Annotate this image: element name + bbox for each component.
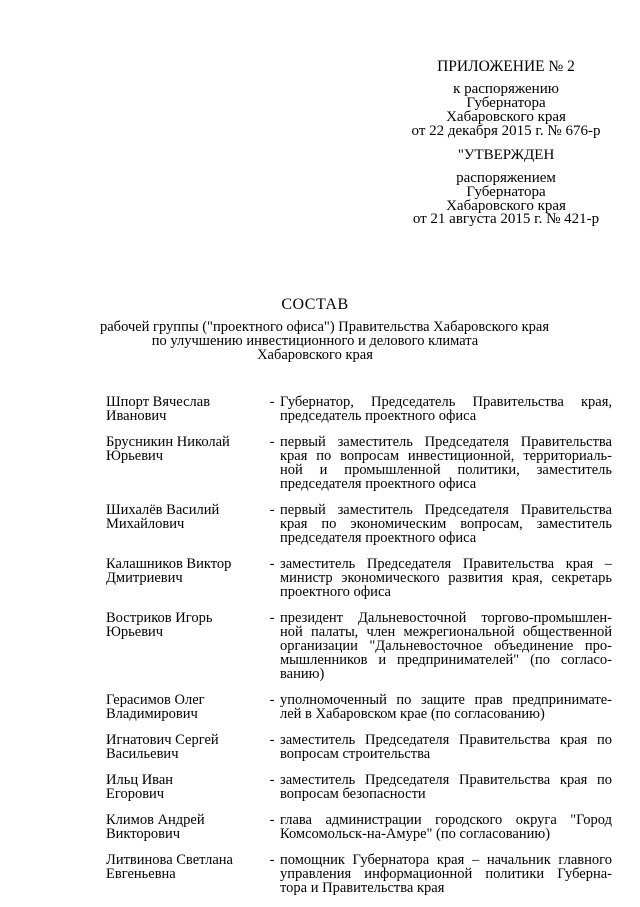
- order-reference-line: Хабаровского края: [446, 109, 566, 125]
- member-name: [106, 395, 264, 423]
- approved-by-line: Хабаровского края: [446, 198, 566, 214]
- approved-label: [400, 148, 612, 162]
- member-position-line: ванию): [280, 666, 325, 682]
- member-position-line: организации "Дальневосточное объединение про-: [280, 638, 612, 654]
- member-name-line: Брусникин Николай: [106, 434, 230, 450]
- appendix-heading: [400, 60, 612, 74]
- member-name-line: Викторович: [106, 826, 181, 842]
- member-position-line: заместитель Председателя Правительства края по: [280, 732, 612, 748]
- member-position-line: заместитель Председателя Правительства края –: [280, 556, 612, 572]
- member-row: [106, 557, 612, 599]
- member-name: [106, 853, 264, 895]
- member-position-line: председатель проектного офиса: [280, 408, 477, 424]
- member-position-line: лей в Хабаровском крае (по согласованию): [280, 706, 545, 722]
- member-name: [106, 693, 264, 721]
- document-title: СОСТАВ: [281, 296, 349, 313]
- member-position: [280, 395, 612, 423]
- member-name-line: Егорович: [106, 786, 165, 802]
- member-position: [280, 853, 612, 895]
- member-row: [106, 853, 612, 895]
- member-name: [106, 733, 264, 761]
- member-position-line: ной и промышленной политики, заместитель: [280, 462, 612, 478]
- member-position: [280, 435, 612, 491]
- member-name-line: Ильц Иван: [106, 772, 174, 788]
- member-name-line: Климов Андрей: [106, 812, 205, 828]
- member-name-line: Михайлович: [106, 516, 185, 532]
- member-row: [106, 611, 612, 681]
- member-position-line: помощник Губернатора края – начальник главного: [280, 852, 612, 868]
- order-reference-line: Губернатора: [466, 95, 546, 111]
- member-position: [280, 773, 612, 801]
- member-position-line: заместитель Председателя Правительства края по: [280, 772, 612, 788]
- member-name-line: Востриков Игорь: [106, 610, 213, 626]
- approved-by-line: Губернатора: [466, 184, 546, 200]
- member-name-line: Калашников Виктор: [106, 556, 232, 572]
- member-name-line: Васильевич: [106, 746, 179, 762]
- member-dash: -: [269, 772, 275, 788]
- member-dash: -: [269, 394, 275, 410]
- member-name: [106, 557, 264, 599]
- member-name-line: Литвинова Светлана: [106, 852, 233, 868]
- subtitle-line: Хабаровского края: [257, 347, 373, 363]
- member-name-line: Юрьевич: [106, 624, 164, 640]
- member-position-line: председателя проектного офиса: [280, 530, 477, 546]
- member-position-line: первый заместитель Председателя Правительства: [280, 502, 612, 518]
- approved-text: "УТВЕРЖДЕН: [457, 147, 555, 163]
- member-position-line: управления информационной политики Губерна-: [280, 866, 612, 882]
- member-position: [280, 813, 612, 841]
- member-dash: -: [269, 852, 275, 868]
- member-name-line: Евгеньевна: [106, 866, 176, 882]
- member-position-line: проектного офиса: [280, 584, 391, 600]
- member-position-line: края по вопросам инвестиционной, территориаль-: [280, 448, 612, 464]
- member-row: [106, 693, 612, 721]
- member-position-line: тора и Правительства края: [280, 880, 445, 896]
- subtitle-line: по улучшению инвестиционного и делового климата: [151, 333, 479, 349]
- member-name-line: Владимирович: [106, 706, 198, 722]
- member-name-line: Шихалёв Василий: [106, 502, 220, 518]
- member-position: [280, 557, 612, 599]
- order-date-text: от 22 декабря 2015 г. № 676-р: [411, 123, 601, 139]
- member-position-line: председателя проектного офиса: [280, 476, 477, 492]
- member-dash: -: [269, 610, 275, 626]
- member-name: [106, 773, 264, 801]
- document-title-block: [100, 296, 550, 363]
- member-position-line: мышленников и предпринимателей" (по согласо-: [280, 652, 612, 668]
- member-name: [106, 503, 264, 545]
- member-position-line: Комсомольск-на-Амуре" (по согласованию): [280, 826, 551, 842]
- member-row: [106, 395, 612, 423]
- approved-by-line: распоряжением: [456, 170, 556, 186]
- member-row: [106, 435, 612, 491]
- order-date: [400, 124, 612, 138]
- member-row: [106, 773, 612, 801]
- member-name: [106, 611, 264, 681]
- member-row: [106, 503, 612, 545]
- member-dash: -: [269, 502, 275, 518]
- subtitle-line: рабочей группы ("проектного офиса") Правительства Хабаровского края: [100, 319, 550, 335]
- members-list: [106, 395, 612, 907]
- member-position: [280, 503, 612, 545]
- member-name-line: Дмитриевич: [106, 570, 183, 586]
- document-subtitle: [100, 319, 550, 363]
- member-dash: -: [269, 434, 275, 450]
- member-name: [106, 435, 264, 491]
- member-position-line: вопросам безопасности: [280, 786, 426, 802]
- member-position-line: уполномоченный по защите прав предпринимате-: [280, 692, 612, 708]
- member-name-line: Герасимов Олег: [106, 692, 205, 708]
- member-name-line: Шпорт Вячеслав: [106, 394, 211, 410]
- approved-date: [400, 212, 612, 226]
- member-row: [106, 813, 612, 841]
- appendix-number: ПРИЛОЖЕНИЕ № 2: [437, 58, 575, 75]
- member-position-line: глава администрации городского округа "Город: [280, 812, 612, 828]
- member-position-line: президент Дальневосточной торгово-промышлен-: [280, 610, 612, 626]
- order-reference: [400, 82, 612, 124]
- member-position-line: края по экономическим вопросам, заместитель: [280, 516, 612, 532]
- approved-by: [400, 171, 612, 213]
- member-name-line: Иванович: [106, 408, 167, 424]
- member-position-line: ной палаты, член межрегиональной общественной: [280, 624, 612, 640]
- member-dash: -: [269, 692, 275, 708]
- approved-date-text: от 21 августа 2015 г. № 421-р: [412, 211, 600, 227]
- member-position: [280, 733, 612, 761]
- member-name: [106, 813, 264, 841]
- member-dash: -: [269, 732, 275, 748]
- member-position-line: министр экономического развития края, секретарь: [280, 570, 612, 586]
- member-dash: -: [269, 556, 275, 572]
- member-position-line: вопросам строительства: [280, 746, 431, 762]
- member-position-line: Губернатор, Председатель Правительства края,: [280, 394, 612, 410]
- order-reference-line: к распоряжению: [453, 81, 559, 97]
- member-position: [280, 611, 612, 681]
- member-row: [106, 733, 612, 761]
- member-dash: -: [269, 812, 275, 828]
- member-position-line: первый заместитель Председателя Правительства: [280, 434, 612, 450]
- member-position: [280, 693, 612, 721]
- member-name-line: Юрьевич: [106, 448, 164, 464]
- member-name-line: Игнатович Сергей: [106, 732, 219, 748]
